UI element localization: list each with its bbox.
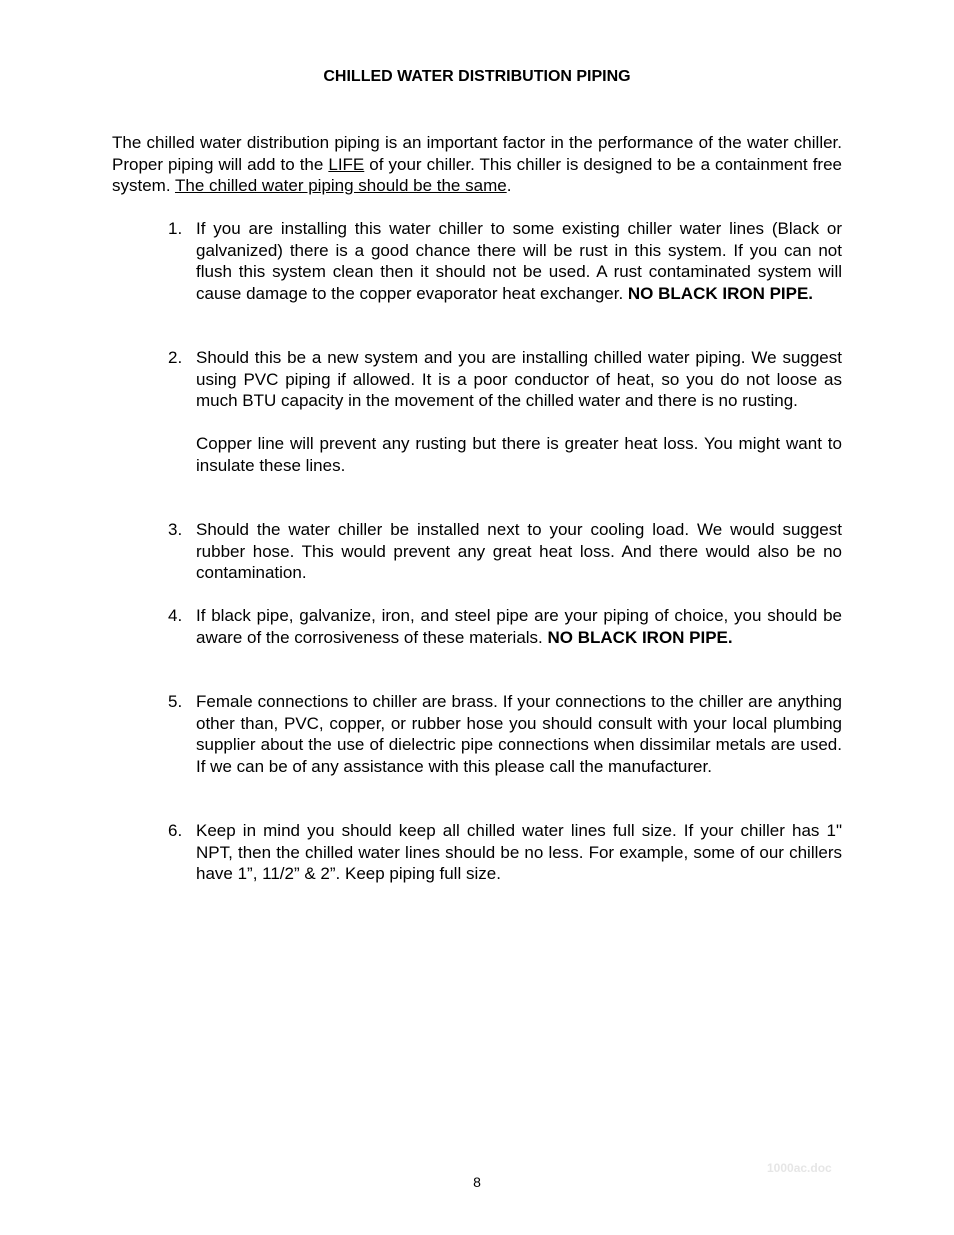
list-item-body <box>196 347 842 476</box>
list-item-text: Female connections to chiller are brass. If your connections to the chiller are anything other than, PVC, copper, or rubber hose you should consult with your local plumbing supplier about the use of dielectric pipe connections when dissimilar metals are used. If we can be of any assistance with this please call the manufacturer. <box>196 692 842 776</box>
intro-text-3: . <box>506 176 512 195</box>
list-number: 6. <box>168 821 183 840</box>
list-item-text: Should this be a new system and you are installing chilled water piping. We suggest using PVC piping if allowed. It is a poor conductor of heat, so you do not loose as much BTU capacity in the movement of the chilled water and there is no rusting. <box>196 348 842 410</box>
list-item-text: Keep in mind you should keep all chilled water lines full size. If your chiller has 1" NPT, then the chilled water lines should be no less. For example, some of our chillers have 1”, 11/2” & 2”. Keep piping full size. <box>196 821 842 883</box>
warning-bold-text: NO BLACK IRON PIPE. <box>627 283 814 303</box>
intro-text-1: The chilled water distribution piping is an important factor in the performance of the water chiller. Proper piping will add to the <box>112 133 842 174</box>
list-item-text: Should the water chiller be installed next to your cooling load. We would suggest rubber hose. This would prevent any great heat loss. And there would also be no contamination. <box>196 520 842 582</box>
list-number: 5. <box>168 692 183 711</box>
list-item-body <box>196 820 842 885</box>
page-title: CHILLED WATER DISTRIBUTION PIPING <box>323 68 631 85</box>
list-item-5 <box>168 691 842 777</box>
list-number: 1. <box>168 219 183 238</box>
list-item-6 <box>168 820 842 885</box>
file-name-footer: 1000ac.doc <box>767 1161 832 1175</box>
list-item-1 <box>168 218 842 304</box>
list-item-body <box>196 605 842 648</box>
list-item-text-secondary: Copper line will prevent any rusting but there is greater heat loss. You might want to insulate these lines. <box>196 434 842 475</box>
list-item-body <box>196 218 842 304</box>
list-number: 2. <box>168 348 183 367</box>
page-number: 8 <box>473 1174 481 1190</box>
list-item-text: If black pipe, galvanize, iron, and steel pipe are your piping of choice, you should be aware of the corrosiveness of these materials. <box>196 606 842 647</box>
list-item-2 <box>168 347 842 476</box>
list-item-body <box>196 519 842 584</box>
intro-life-underlined: LIFE <box>328 154 365 174</box>
intro-underlined-sentence: The chilled water piping should be the same <box>174 176 507 195</box>
warning-bold-text: NO BLACK IRON PIPE. <box>547 627 733 647</box>
list-number: 3. <box>168 520 183 539</box>
intro-text-2: of your chiller. This chiller is designed to be a containment free system. <box>112 154 842 195</box>
list-item-3 <box>168 519 842 584</box>
list-item-4 <box>168 605 842 648</box>
list-number: 4. <box>168 606 183 625</box>
list-item-body <box>196 691 842 777</box>
list-item-text: If you are installing this water chiller to some existing chiller water lines (Black or galvanized) there is a good chance there will be rust in this system. If you can not flush this system clean then it should not be used. A rust contaminated system will cause damage to the copper evaporator heat exchanger. <box>196 219 842 303</box>
intro-paragraph <box>112 132 842 197</box>
